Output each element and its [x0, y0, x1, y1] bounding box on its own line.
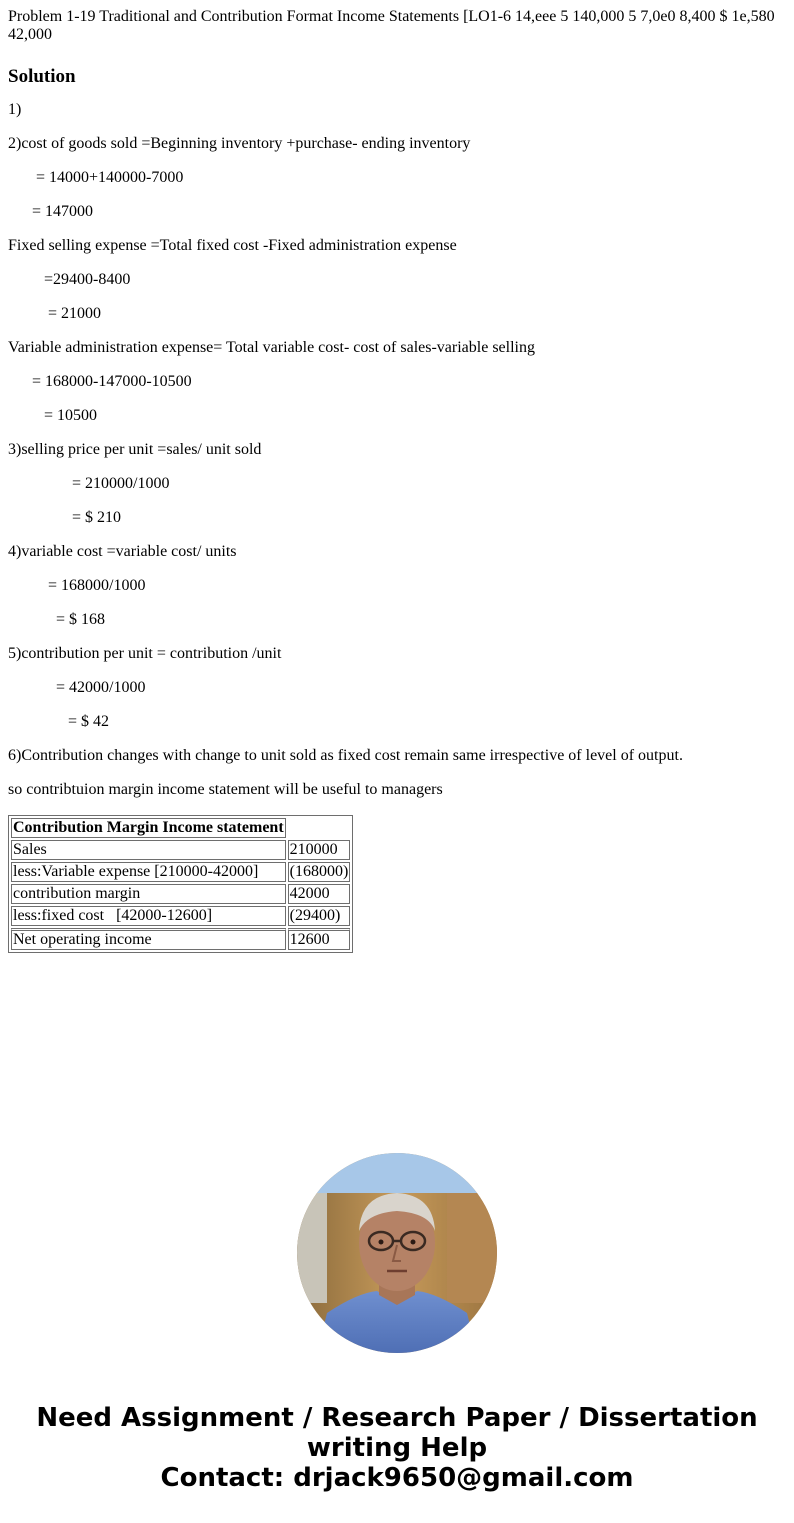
solution-line: = $ 210: [8, 509, 122, 526]
solution-line: 3)selling price per unit =sales/ unit sold: [8, 441, 262, 458]
solution-line: = $ 42: [8, 713, 110, 730]
row-label: less:Variable expense [210000-42000]: [11, 862, 286, 882]
author-photo-icon: [297, 1153, 497, 1353]
table-row-total: [11, 928, 350, 950]
solution-line: 2)cost of goods sold =Beginning inventory +purchase- ending inventory: [8, 135, 471, 152]
problem-title: Problem 1-19 Traditional and Contribution Format Income Statements [LO1-6 14,eee 5 140,000 5 7,0e0 8,400 $ 1e,580 42,000: [8, 8, 775, 43]
solution-line: =29400-8400: [8, 271, 131, 288]
solution-heading: Solution: [8, 66, 76, 87]
solution-line: = 14000+140000-7000: [8, 169, 184, 186]
table-row: [11, 906, 350, 926]
solution-line: 4)variable cost =variable cost/ units: [8, 543, 237, 560]
solution-line: 1): [8, 101, 22, 118]
row-label: Net operating income: [11, 928, 286, 950]
table-header: Contribution Margin Income statement: [13, 819, 284, 836]
solution-line: = 210000/1000: [8, 475, 170, 492]
solution-line: so contribtuion margin income statement will be useful to managers: [8, 781, 443, 798]
solution-line: 6)Contribution changes with change to unit sold as fixed cost remain same irrespective of level of output.: [8, 747, 683, 764]
solution-line: = 21000: [8, 305, 102, 322]
solution-line: 5)contribution per unit = contribution /unit: [8, 645, 282, 662]
author-avatar: [297, 1153, 497, 1353]
row-value: (29400): [288, 906, 351, 926]
table-header-row: [11, 818, 350, 838]
solution-line: = $ 168: [8, 611, 106, 628]
contribution-margin-table: [8, 815, 353, 953]
row-value: 42000: [288, 884, 351, 904]
solution-line: = 168000-147000-10500: [8, 373, 192, 390]
solution-line: = 10500: [8, 407, 98, 424]
solution-line: = 168000/1000: [8, 577, 146, 594]
solution-line: Fixed selling expense =Total fixed cost -Fixed administration expense: [8, 237, 457, 254]
row-label: Sales: [11, 840, 286, 860]
table-row: [11, 840, 350, 860]
table-header-empty-cell: [288, 818, 351, 838]
banner-line: Need Assignment / Research Paper / Dissertation: [36, 1403, 758, 1433]
help-banner: [0, 1403, 794, 1493]
row-label: less:fixed cost [42000-12600]: [11, 906, 286, 926]
row-value: 12600: [288, 928, 351, 950]
solution-line: Variable administration expense= Total variable cost- cost of sales-variable selling: [8, 339, 535, 356]
banner-line: writing Help: [306, 1433, 488, 1463]
banner-contact: Contact: drjack9650@gmail.com: [160, 1463, 634, 1493]
solution-line: = 42000/1000: [8, 679, 146, 696]
table-row: [11, 884, 350, 904]
table-row: [11, 862, 350, 882]
row-label: contribution margin: [11, 884, 286, 904]
row-value: (168000): [289, 863, 349, 880]
row-value: 210000: [288, 840, 351, 860]
solution-line: = 147000: [8, 203, 94, 220]
document-body: [8, 8, 786, 953]
